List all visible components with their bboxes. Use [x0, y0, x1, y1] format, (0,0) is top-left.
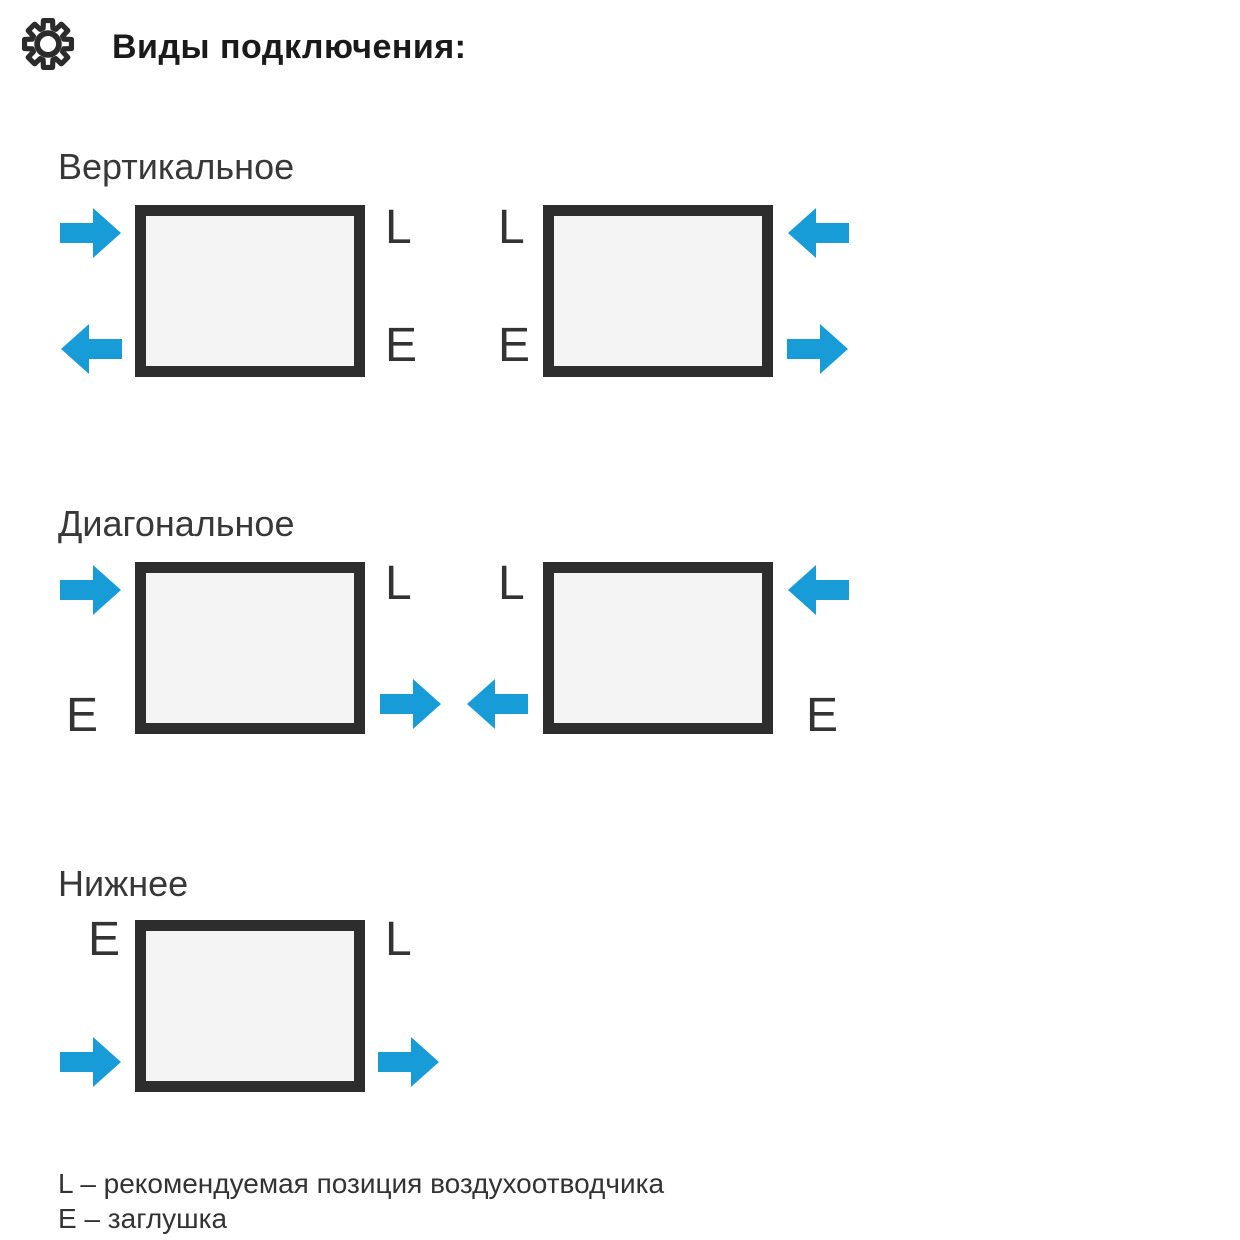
inlet-arrow-icon: [787, 564, 849, 616]
plug-position-label: E: [66, 689, 99, 742]
legend-line-vent: L – рекомендуемая позиция воздухоотводчика: [58, 1168, 665, 1199]
vent-position-label: L: [385, 557, 412, 610]
page-title: Виды подключения:: [112, 28, 467, 66]
legend-line-plug: E – заглушка: [58, 1203, 228, 1234]
inlet-arrow-icon: [60, 207, 122, 259]
outlet-arrow-icon: [378, 1036, 440, 1088]
inlet-arrow-icon: [60, 1036, 122, 1088]
gear-icon: [20, 16, 76, 74]
vent-position-label: L: [498, 557, 525, 610]
outlet-arrow-icon: [380, 678, 442, 730]
radiator-rect: [135, 562, 365, 734]
section-title-vertical: Вертикальное: [58, 146, 295, 187]
outlet-arrow-icon: [60, 323, 122, 375]
vent-position-label: L: [498, 201, 525, 254]
plug-position-label: E: [385, 319, 418, 372]
radiator-rect: [543, 562, 773, 734]
plug-position-label: E: [806, 689, 839, 742]
section-title-diagonal: Диагональное: [58, 503, 295, 544]
outlet-arrow-icon: [466, 678, 528, 730]
vent-position-label: L: [385, 913, 412, 966]
inlet-arrow-icon: [787, 207, 849, 259]
plug-position-label: E: [498, 319, 531, 372]
radiator-rect: [135, 205, 365, 377]
radiator-rect: [135, 920, 365, 1092]
outlet-arrow-icon: [787, 323, 849, 375]
vent-position-label: L: [385, 201, 412, 254]
radiator-rect: [543, 205, 773, 377]
inlet-arrow-icon: [60, 564, 122, 616]
section-title-bottom: Нижнее: [58, 863, 189, 904]
plug-position-label: E: [88, 913, 121, 966]
